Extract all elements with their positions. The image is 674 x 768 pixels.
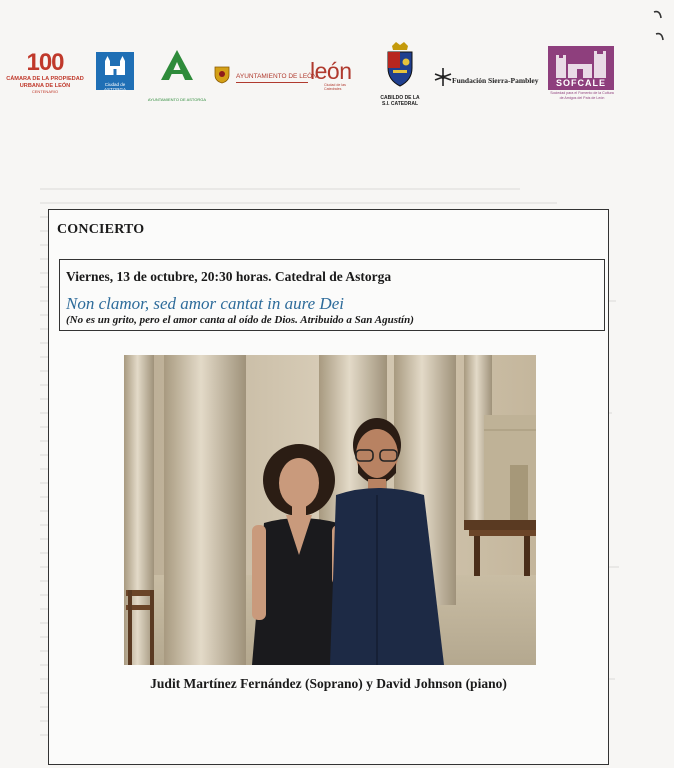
bleed-through-line — [40, 188, 520, 190]
astorga-label: Ciudad de ASTORGA — [104, 82, 126, 92]
leon-wordmark: león — [310, 58, 352, 84]
cabildo-line1: CABILDO DE LA — [380, 95, 420, 101]
sofcale-badge — [548, 46, 614, 90]
camara-propiedad-logo — [6, 50, 84, 94]
performers-photo — [124, 355, 536, 665]
cabildo-catedral-logo — [376, 40, 424, 107]
event-details-box — [59, 259, 605, 331]
event-translation: (No es un grito, pero el amor canta al oído de Dios. Atribuido a San Agustín) — [66, 314, 414, 326]
ayuntamiento-astorga-label: AYUNTAMIENTO DE ASTORGA — [147, 97, 207, 102]
leon-subtitle: Ciudad de las Catedrales — [324, 83, 346, 91]
ayuntamiento-astorga-logo — [144, 48, 210, 102]
cathedral-icon — [102, 55, 128, 77]
cabildo-shield-icon — [380, 40, 420, 90]
sofcale-logo — [548, 46, 616, 100]
sponsor-logos-row — [0, 40, 674, 115]
bleed-through-line — [40, 202, 557, 204]
performers-photo-illustration — [124, 355, 536, 665]
concert-frame — [48, 209, 609, 765]
cabildo-line2: S.I. CATEDRAL — [381, 101, 419, 107]
sierra-pambley-label: Fundación Sierra-Pambley — [452, 76, 539, 85]
sierra-pambley-mark-icon — [432, 66, 454, 88]
letter-a-emblem-icon — [157, 48, 197, 82]
camara-line2: URBANA DE LEÓN — [19, 82, 71, 89]
ayuntamiento-leon-underline — [236, 82, 308, 83]
castle-illustration-icon — [548, 48, 614, 80]
ayuntamiento-leon-logo — [212, 58, 362, 91]
ayuntamiento-leon-label: AYUNTAMIENTO DE LEÓN — [236, 73, 317, 80]
photo-caption: Judit Martínez Fernández (Soprano) y David Johnson (piano) — [150, 676, 507, 691]
event-date-line: Viernes, 13 de octubre, 20:30 horas. Catedral de Astorga — [66, 269, 392, 284]
camara-line3: CENTENARIO — [31, 89, 59, 94]
camara-line1: CÁMARA DE LA PROPIEDAD — [6, 76, 84, 82]
section-title: CONCIERTO — [57, 222, 145, 237]
camara-number: 100 — [26, 49, 64, 76]
event-title: Non clamor, sed amor cantat in aure Dei — [66, 294, 344, 313]
sofcale-subtitle: Sociedad para el Fomento de la Cultura de Amigos del País de León — [550, 91, 614, 100]
astorga-city-logo — [96, 52, 134, 90]
leon-coat-of-arms-icon — [212, 64, 232, 84]
sofcale-name: SOFCALE — [555, 78, 606, 88]
